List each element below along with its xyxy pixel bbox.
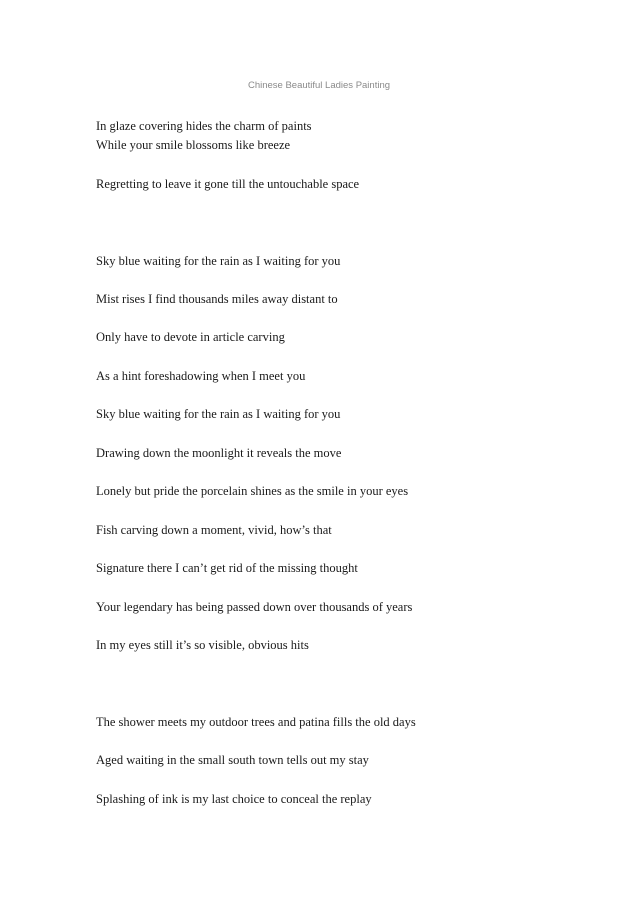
lyric-line: Signature there I can’t get rid of the missing thought (96, 561, 358, 575)
lyric-line: The shower meets my outdoor trees and patina fills the old days (96, 715, 416, 729)
lyric-line: In glaze covering hides the charm of paints (96, 119, 312, 133)
lyric-line: Mist rises I find thousands miles away distant to (96, 292, 338, 306)
lyric-line: Regretting to leave it gone till the untouchable space (96, 177, 360, 191)
lyric-line: While your smile blossoms like breeze (96, 138, 291, 152)
lyric-line: In my eyes still it’s so visible, obvious hits (96, 638, 309, 652)
lyric-line: Lonely but pride the porcelain shines as the smile in your eyes (96, 484, 409, 498)
lyric-line: Your legendary has being passed down over thousands of years (96, 600, 413, 614)
lyric-line: Sky blue waiting for the rain as I waiting for you (96, 254, 341, 268)
lyric-line: Drawing down the moonlight it reveals the move (96, 446, 342, 460)
lyric-line: As a hint foreshadowing when I meet you (96, 369, 306, 383)
lyric-line: Aged waiting in the small south town tells out my stay (96, 753, 369, 767)
page-header: Chinese Beautiful Ladies Painting (247, 80, 391, 91)
lyric-line: Only have to devote in article carving (96, 330, 285, 344)
lyric-line: Fish carving down a moment, vivid, how’s that (96, 523, 332, 537)
lyric-line: Splashing of ink is my last choice to conceal the replay (96, 792, 372, 806)
lyric-line: Sky blue waiting for the rain as I waiting for you (96, 407, 341, 421)
